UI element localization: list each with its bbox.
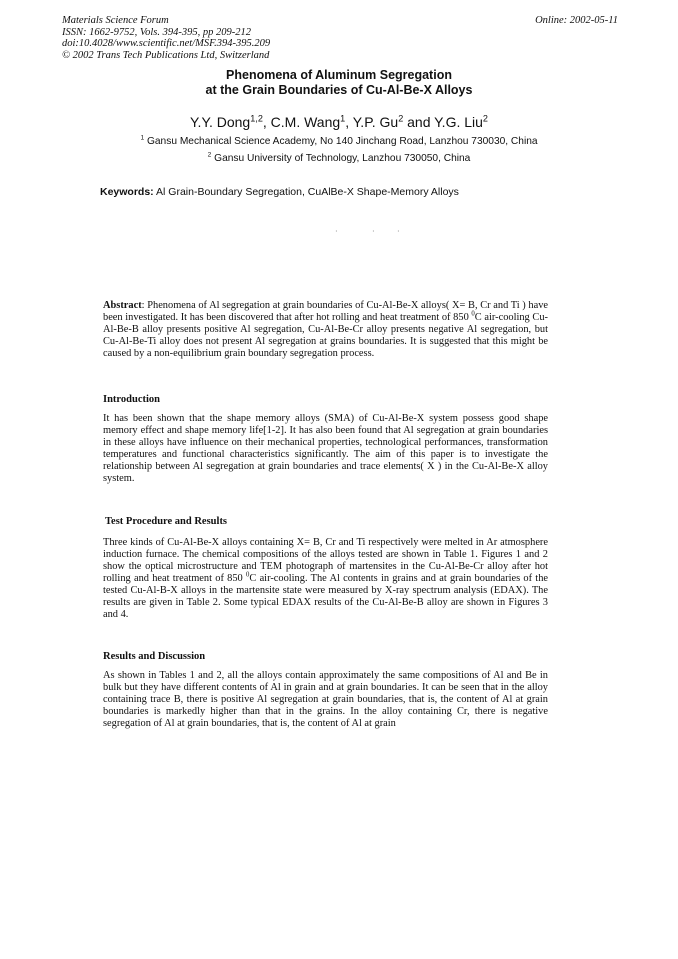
online-date: Online: 2002-05-11 xyxy=(535,15,618,26)
abstract-text-2: C air-cooling Cu-Al-Be-B alloy presents positive Al segregation, Cu-Al-Be-Cr alloy presents negative Al segregation, but Cu-Al-Be-Ti alloy does not present Al segregation at grains boundaries. It is suggested that this might be caused by a non-equilibrium grain boundary segregation process. xyxy=(103,312,548,359)
affiliation-sup: 1 xyxy=(140,134,145,142)
author-name: Y.Y. Dong xyxy=(190,114,251,130)
scan-speck: · xyxy=(397,227,400,236)
test-text-1: Three kinds of Cu-Al-Be-X alloys containing X= B, Cr and Ti respectively were melted in Ar atmosphere induction furnace. The chemical compositions of the alloys tested are shown in Table 1. Figures 1 and 2 show the optical microstructure and TEM photograph of martensites in the Cu-Al-Be-Cr alloy after hot rolling and heat treatment of 850 xyxy=(103,537,548,584)
author-affil-sup: 2 xyxy=(482,113,488,124)
affiliation-sup: 2 xyxy=(207,151,212,159)
degree-sup: 0 xyxy=(471,310,475,318)
affiliation-text: Gansu Mechanical Science Academy, No 140 Jinchang Road, Lanzhou 730030, China xyxy=(146,136,538,147)
introduction-paragraph: It has been shown that the shape memory alloys (SMA) of Cu-Al-Be-X system possess good shape memory effect and shape memory life[1-2]. It has also been found that Al segregation at grain boundaries in these alloys have influence on their mechanical properties, technological performances, transformation temperatures and functional characteristics significantly. The aim of this paper is to investigate the relationship between Al segregation at grain boundaries and trace elements( X ) in the Cu-Al-Be-X alloy system. xyxy=(103,413,548,484)
copyright-line: © 2002 Trans Tech Publications Ltd, Switzerland xyxy=(62,49,270,61)
affiliation-2 xyxy=(0,153,678,164)
issn-line: ISSN: 1662-9752, Vols. 394-395, pp 209-212 xyxy=(62,26,251,38)
test-procedure-heading: Test Procedure and Results xyxy=(105,516,228,527)
affiliation-1 xyxy=(0,136,678,147)
author-name: C.M. Wang xyxy=(270,114,341,130)
journal-name: Materials Science Forum xyxy=(62,15,169,26)
results-paragraph: As shown in Tables 1 and 2, all the alloys contain approximately the same compositions of Al and Be in bulk but they have different contents of Al in grain and at grain boundaries. It can be seen that in the alloy containing trace B, there is positive Al segregation at grain boundaries, that is, the content of Al at grain boundaries is markedly higher than that in the grains. In the alloy containing Cr, there is negative segregation of Al at grain boundaries, that is, the content of Al at grain xyxy=(103,670,548,729)
keywords-text: Al Grain-Boundary Segregation, CuAlBe-X Shape-Memory Alloys xyxy=(156,186,459,198)
doi-line: doi:10.4028/www.scientific.net/MSF.394-395.209 xyxy=(62,38,271,49)
affiliation-text: Gansu University of Technology, Lanzhou 730050, China xyxy=(214,153,471,164)
title-line-2: at the Grain Boundaries of Cu-Al-Be-X Alloys xyxy=(205,83,473,97)
results-heading: Results and Discussion xyxy=(103,651,206,662)
author-affil-sup: 1 xyxy=(340,113,346,124)
test-text-2: C air-cooling. The Al contents in grains and at grain boundaries of the tested Cu-Al-B-X alloys in the martensite state were measured by X-ray spectrum analysis (EDAX). The results are given in Table 2. Some typical EDAX results of the Cu-Al-Be-B alloy are shown in Figures 3 and 4. xyxy=(103,573,548,620)
scan-speck: · xyxy=(335,227,338,236)
test-procedure-paragraph xyxy=(103,537,548,621)
journal-header xyxy=(62,15,270,61)
abstract-text-1: : Phenomena of Al segregation at grain boundaries of Cu-Al-Be-X alloys( X= B, Cr and Ti ) have been investigated. It has been discovered that after hot rolling and heat treatment of 850 xyxy=(103,300,548,323)
title-line-1: Phenomena of Aluminum Segregation xyxy=(226,68,452,82)
degree-sup: 0 xyxy=(246,571,250,579)
scan-speck: · xyxy=(372,227,375,236)
author-affil-sup: 1,2 xyxy=(250,113,263,124)
keywords xyxy=(100,186,459,198)
paper-title xyxy=(0,68,678,98)
abstract-label: Abstract xyxy=(103,300,142,311)
author-affil-sup: 2 xyxy=(398,113,404,124)
author-name: Y.P. Gu xyxy=(352,114,399,130)
introduction-heading: Introduction xyxy=(103,394,160,405)
author-list: Y.Y. Dong$^{1,2}$, C.M. Wang$^1$, Y.P. Gu$^2$ and Y.G. Liu$^2$ xyxy=(190,113,488,130)
abstract-paragraph xyxy=(103,300,548,360)
author-name: Y.G. Liu xyxy=(434,114,483,130)
keywords-label: Keywords: xyxy=(100,186,154,198)
